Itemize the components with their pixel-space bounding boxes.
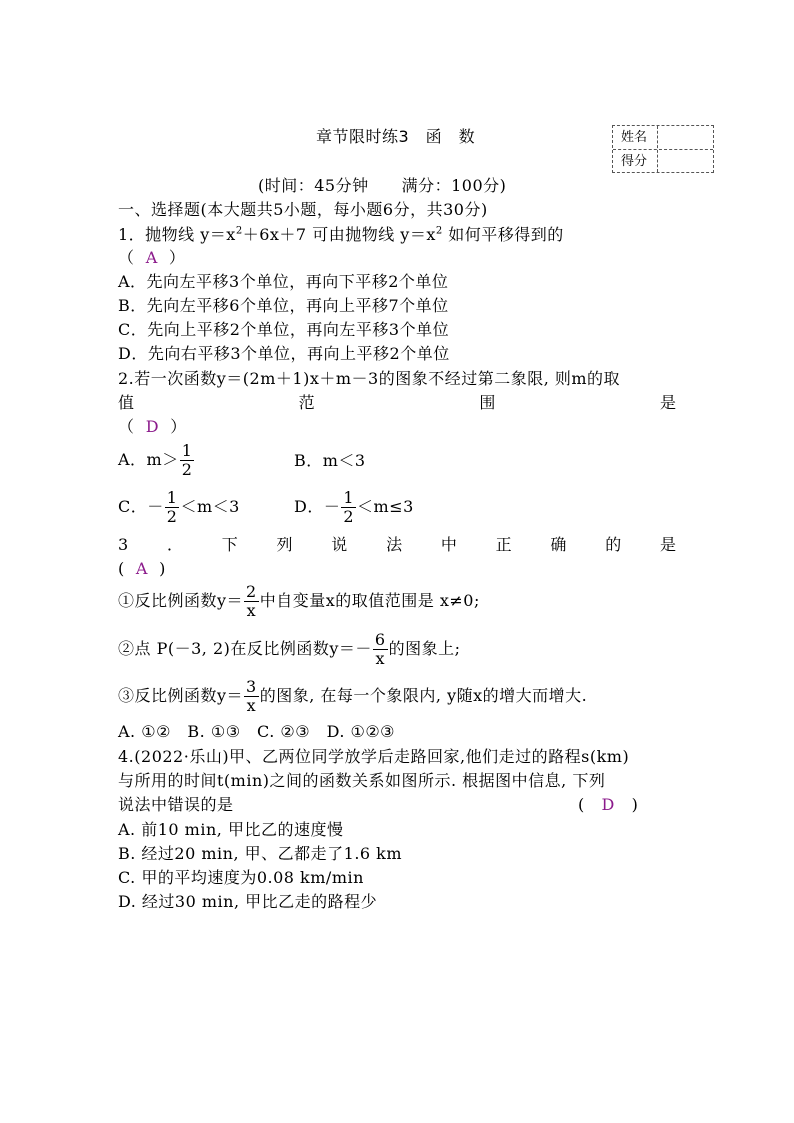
q1-answer: A (145, 248, 158, 267)
q3-statement-1: ①反比例函数y＝ $\frac{2}{x}$ 中自变量x的取值范围是 x≠0; (118, 582, 480, 620)
score-label: 得分 (621, 154, 648, 169)
time-info: (时间：45分钟 满分：100分) (258, 176, 507, 195)
q2-option-b: B．m＜3 (294, 451, 366, 470)
q2-stem-continued: 值 范 围 是 (118, 393, 676, 412)
q3-answer-paren: ( A ) (118, 559, 166, 578)
q1-stem: 1．抛物线 $y=x^2+6x+7$ 可由抛物线 $y=x^2$ 如何平移得到的 (118, 225, 564, 244)
q3-stem: 3 ． 下 列 说 法 中 正 确 的 是 (118, 535, 676, 554)
q1-option-b: B．先向左平移6个单位，再向上平移7个单位 (118, 296, 449, 315)
q4-stem-line-1: 4.(2022·乐山)甲、乙两位同学放学后走路回家,他们走过的路程s(km) (118, 747, 630, 766)
q1-option-c: C．先向上平移2个单位，再向左平移3个单位 (118, 320, 450, 339)
q4-option-a: A. 前10 min, 甲比乙的速度慢 (118, 820, 344, 839)
q1-answer-paren: （ A ） (118, 248, 186, 267)
q4-option-b: B. 经过20 min, 甲、乙都走了1.6 km (118, 844, 403, 863)
q1-option-d: D．先向右平移3个单位，再向上平移2个单位 (118, 344, 450, 363)
q3-statement-3: ③反比例函数y＝ $\frac{3}{x}$ 的图象, 在每一个象限内, y随x的增大而增大. (118, 677, 588, 715)
q4-stem-line-3: 说法中错误的是 (118, 795, 234, 814)
q4-stem-line-2: 与所用的时间t(min)之间的函数关系如图所示. 根据图中信息, 下列 (118, 771, 606, 790)
q4-option-c: C. 甲的平均速度为0.08 km/min (118, 868, 364, 887)
score-row (613, 150, 713, 173)
q4-option-d: D. 经过30 min, 甲比乙走的路程少 (118, 892, 378, 911)
name-label: 姓名 (621, 130, 648, 145)
q3-statement-2: ②点 P(－3, 2)在反比例函数y＝－ $\frac{6}{x}$ 的图象上; (118, 630, 461, 668)
name-row (613, 126, 713, 150)
q2-option-a: A．m＞ $\frac{1}{2}$ (118, 441, 193, 479)
q2-stem: 2.若一次函数y＝(2m＋1)x＋m－3的图象不经过第二象限, 则m的取 (118, 369, 621, 388)
q3-options: A. ①② B. ①③ C. ②③ D. ①②③ (118, 722, 396, 741)
q4-answer-paren: ( D ) (578, 795, 639, 814)
q2-option-d: D．－ $\frac{1}{2}$ ＜m≤3 (294, 488, 414, 526)
q2-answer-paren: （ D ） (118, 417, 187, 436)
section-heading: 一、选择题(本大题共5小题，每小题6分，共30分) (118, 200, 488, 219)
q4-answer: D (601, 795, 615, 814)
q2-answer: D (145, 417, 160, 436)
q1-option-a: A．先向左平移3个单位，再向下平移2个单位 (118, 272, 449, 291)
name-score-box (612, 125, 714, 173)
q3-answer: A (135, 559, 148, 578)
page-title: 章节限时练3 函 数 (316, 127, 476, 146)
box-divider (657, 126, 658, 172)
q2-option-c: C．－ $\frac{1}{2}$ ＜m＜3 (118, 488, 240, 526)
